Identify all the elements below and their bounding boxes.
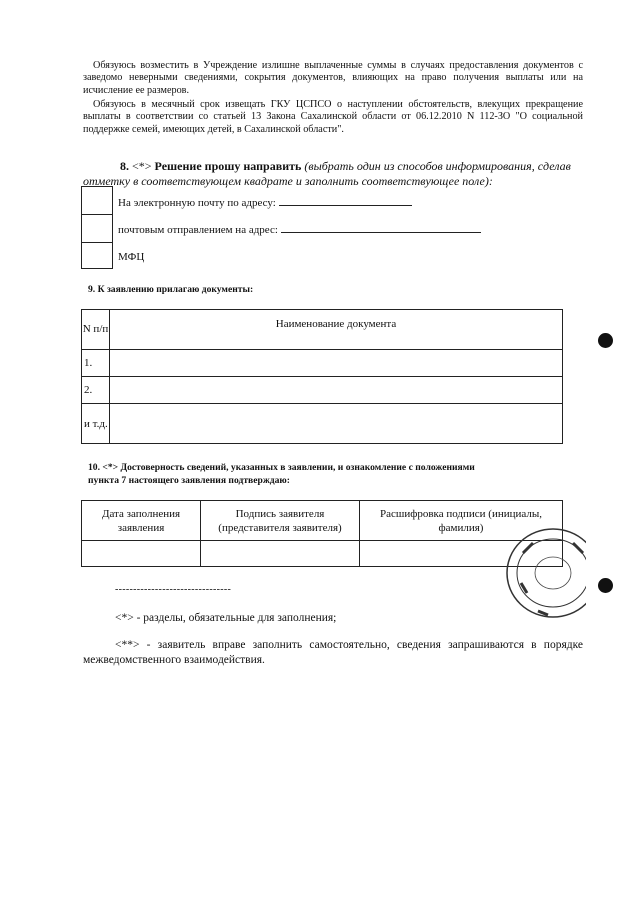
email-checkbox[interactable] — [82, 187, 112, 215]
table-row — [82, 541, 563, 567]
seal-stamp-icon — [503, 523, 586, 618]
document-name-cell[interactable] — [110, 350, 563, 377]
obligation-paragraph-1: Обязуюсь возместить в Учреждение излишне выплаченные суммы в случаях предоставления документов с заведомо неверными сведениями, сокрытия документов, влияющих на право получения выплаты или на исчисление ее размеров. — [83, 60, 583, 96]
column-header-number: N п/п — [82, 310, 110, 350]
footnote-required: <*> - разделы, обязательные для заполнения; — [115, 612, 337, 624]
date-cell[interactable] — [82, 541, 201, 567]
confirmation-table-header — [82, 501, 563, 541]
mfc-checkbox[interactable] — [82, 243, 112, 270]
mfc-option-label: МФЦ — [118, 251, 145, 263]
mfc-option — [118, 251, 144, 263]
section-8-marker: <*> — [132, 159, 152, 173]
column-header-signature-decode: Расшифровка подписи (инициалы, фамилия) — [360, 501, 563, 541]
scan-hole-mark-icon — [598, 333, 613, 348]
footnote-separator: -------------------------------- — [115, 584, 232, 595]
section-9-heading: 9. К заявлению прилагаю документы: — [88, 284, 254, 295]
post-option — [118, 222, 481, 236]
document-name-cell[interactable] — [110, 404, 563, 444]
documents-table — [81, 309, 563, 444]
option-checkbox-group — [81, 186, 113, 269]
footnote-optional: <**> - заявитель вправе заполнить самостоятельно, сведения запрашиваются в порядке межведомственного взаимодействия. — [83, 639, 583, 666]
column-header-document-name: Наименование документа — [110, 310, 563, 350]
section-8-title: Решение прошу направить — [154, 159, 302, 173]
scan-hole-mark-icon — [598, 578, 613, 593]
section-8-instruction: (выбрать один из способов информирования, сделав отметку в соответствующем квадрате и заполнить соответствующее поле): — [83, 159, 571, 188]
section-8-heading — [83, 159, 583, 189]
row-number: 2. — [82, 377, 110, 404]
confirmation-table — [81, 500, 563, 567]
table-row — [82, 350, 563, 377]
document-name-cell[interactable] — [110, 377, 563, 404]
row-number: и т.д. — [82, 404, 110, 444]
email-option-label: На электронную почту по адресу: — [118, 197, 276, 209]
table-row — [82, 377, 563, 404]
section-8-number: 8. — [120, 159, 129, 173]
row-number: 1. — [82, 350, 110, 377]
documents-table-header — [82, 310, 563, 350]
signature-cell[interactable] — [201, 541, 360, 567]
table-row — [82, 404, 563, 444]
column-header-date: Дата заполнения заявления — [82, 501, 201, 541]
post-option-label: почтовым отправлением на адрес: — [118, 224, 278, 236]
postal-address-field[interactable] — [281, 222, 481, 233]
column-header-signature: Подпись заявителя (представителя заявителя) — [201, 501, 360, 541]
section-10-heading: 10. <*> Достоверность сведений, указанных в заявлении, и ознакомление с положениями пункта 7 настоящего заявления подтверждаю: — [88, 462, 475, 486]
post-checkbox[interactable] — [82, 215, 112, 243]
email-option — [118, 195, 412, 209]
obligation-paragraph-2: Обязуюсь в месячный срок извещать ГКУ ЦСПСО о наступлении обстоятельств, влекущих прекращение выплаты в соответствии со статьей 13 Закона Сахалинской области от 06.12.2010 N 112-ЗО "О социальной поддержке семей, имеющих детей, в Сахалинской области". — [83, 99, 583, 135]
email-address-field[interactable] — [279, 195, 412, 206]
